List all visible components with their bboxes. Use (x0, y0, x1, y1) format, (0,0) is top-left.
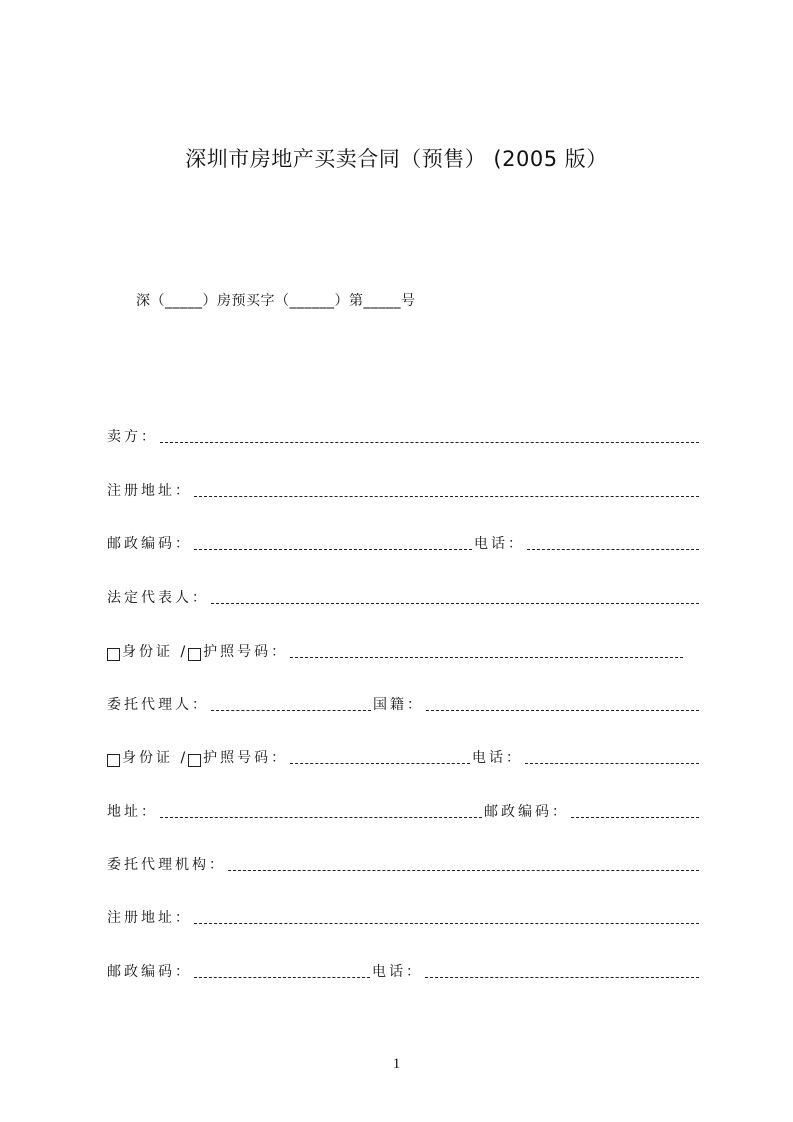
agency-phone-label: 电话： (372, 964, 423, 980)
agency-reg-address-row (107, 905, 701, 927)
passport-label: 护照号码： (203, 644, 289, 660)
agent-passport-checkbox[interactable] (188, 754, 201, 767)
contract-number-line: 深（_____）房预买字（______）第_____号 (136, 293, 416, 309)
agent-address-label: 地址： (107, 804, 158, 820)
agent-postcode-blank[interactable] (571, 816, 699, 818)
seller-blank[interactable] (160, 441, 699, 443)
nationality-label: 国籍： (373, 697, 424, 713)
seller-reg-address-row (107, 478, 701, 500)
agent-id-card-label: 身份证 / (122, 750, 189, 766)
id-card-checkbox[interactable] (107, 648, 120, 661)
agent-label: 委托代理人： (107, 697, 209, 713)
agency-phone-blank[interactable] (425, 976, 699, 978)
agent-id-phone-row (107, 745, 701, 767)
agency-reg-address-label: 注册地址： (107, 910, 192, 926)
agent-row (107, 692, 701, 714)
agent-passport-label: 护照号码： (203, 750, 289, 766)
agent-phone-label: 电话： (472, 750, 523, 766)
passport-checkbox[interactable] (188, 648, 201, 661)
agency-blank[interactable] (228, 869, 699, 871)
seller-row (107, 424, 701, 446)
agent-blank[interactable] (211, 709, 371, 711)
agency-postcode-label: 邮政编码： (107, 964, 192, 980)
agent-address-row (107, 799, 701, 821)
page-number: 1 (392, 1056, 401, 1072)
agent-phone-blank[interactable] (525, 762, 699, 764)
agency-reg-address-blank[interactable] (194, 922, 699, 924)
seller-phone-blank[interactable] (527, 548, 699, 550)
agent-id-blank[interactable] (290, 762, 470, 764)
agent-id-card-checkbox[interactable] (107, 754, 120, 767)
seller-postcode-phone-row (107, 531, 701, 553)
seller-postcode-blank[interactable] (194, 548, 472, 550)
nationality-blank[interactable] (426, 709, 699, 711)
legal-rep-label: 法定代表人： (107, 590, 209, 606)
agency-label: 委托代理机构： (107, 857, 226, 873)
seller-phone-label: 电话： (474, 536, 525, 552)
agency-postcode-blank[interactable] (194, 976, 370, 978)
seller-postcode-label: 邮政编码： (107, 536, 192, 552)
document-title: 深圳市房地产买卖合同（预售） (2005 版） (185, 147, 608, 171)
legal-rep-id-row (107, 639, 685, 661)
seller-reg-address-blank[interactable] (194, 495, 699, 497)
agency-row (107, 852, 701, 874)
legal-rep-id-blank[interactable] (290, 656, 683, 658)
id-card-label: 身份证 / (122, 644, 189, 660)
legal-rep-blank[interactable] (211, 602, 699, 604)
legal-rep-row (107, 585, 701, 607)
agent-postcode-label: 邮政编码： (484, 804, 569, 820)
agent-address-blank[interactable] (160, 816, 482, 818)
seller-reg-address-label: 注册地址： (107, 483, 192, 499)
seller-label: 卖方： (107, 429, 158, 445)
agency-postcode-phone-row (107, 959, 701, 981)
